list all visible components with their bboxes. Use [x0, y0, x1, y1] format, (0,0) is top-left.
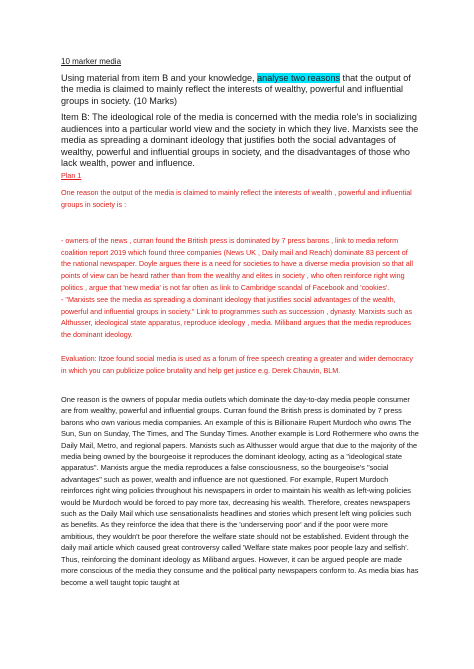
essay-paragraph: One reason is the owners of popular media outlets which dominate the day-to-day media people consumer are from wealthy, powerful and influential groups. Curran found the British press is dominated by 7 press barons who own various media companies. An example of this is Billionaire Rupert Murdoch who owns The Sun, Sun on Sunday, The Times, and The Sunday Times. Another example is Lord Rothermere who owns the Daily Mail, Metro, and regional papers. Marxists such as Althusser would argue that due to the majority of the media being owned by the bourgeoise it reproduces the dominant ideology, acting as a "ideological state apparatus". Marxists argue the media reproduces a false consciousness, so the bourgeoise's "social advantages" such as power, wealth and influence are not questioned. For example, Rupert Murdoch reinforces right wing policies throughout his newspapers in order to maintain his wealth as left-wing policies would be Murdoch would be forced to pay more tax, decreasing his wealth. Therefore, creates newspapers such as the Daily Mail which use sensationalists headlines and stories which present left wing policies such as benefits. As they reinforce the idea that there is the 'underserving poor' and if the poor were more ambitious, they wouldn't be poor therefore the welfare state should not be established. Evident through the daily mail article which caused great controversy called 'Welfare state makes poor people lazy and selfish'. Thus, reinforcing the dominant ideology as Miliband argues. However, it can be argued people are made more conscious of the media they consume and the political party newspapers conform to. As media bias has become a well taught topic taught at [61, 395, 419, 587]
document-title: 10 marker media [61, 57, 122, 66]
highlighted-phrase: analyse two reasons [257, 73, 341, 83]
question-text [61, 73, 421, 107]
plan-evaluation: Evaluation: Itzoe found social media is used as a forum of free speech creating a greater and wider democracy in which you can publicize police brutality and help get justice e.g. Derek Chauvin, BLM. [61, 354, 413, 375]
plan-point-owners: - owners of the news , curran found the British press is dominated by 7 press barons , link to media reform coalition report 2019 which found three companies (News UK , Daily mail and Reach) dominate 83 percent of the national newspaper. Doyle argues there is a need for societies to have a diverse media provision so that all points of view can be heard rather than from the wealthy and elites in society , who often reinforce right wing politics , argue that 'new media' is not far often as link to Cambridge scandal of Facebook and 'cookies'. [61, 236, 413, 292]
item-b-text: Item B: The ideological role of the media is concerned with the media role's in socializing audiences into a particular world view and the society in which they live. Marxists see the media as spreading a dominant ideology that justifies both the social advantages of wealthy, powerful and influential groups in society, and the disadvantages of those who lack wealth, power and influence. [61, 112, 419, 169]
plan-point-marxists: - "Marxists see the media as spreading a dominant ideology that justifies social advantages of the wealth, powerful and influential groups in society." Link to programmes such as succession , dynasty. Marxists such as Althusser, ideological state apparatus, reproduce ideology , media. Miliband argues that the media reproduces the dominant ideology. [61, 295, 413, 340]
question-prefix: Using material from item B and your knowledge, [61, 73, 258, 83]
plan-heading: Plan 1 [61, 171, 82, 180]
question-suffix: that the output of the media is claimed to mainly reflect the interests of wealthy, powerful and influential groups in society. (10 Marks) [61, 73, 411, 106]
plan-intro: One reason the output of the media is claimed to mainly reflect the interests of wealth , powerful and influential groups in society is : [61, 188, 412, 209]
